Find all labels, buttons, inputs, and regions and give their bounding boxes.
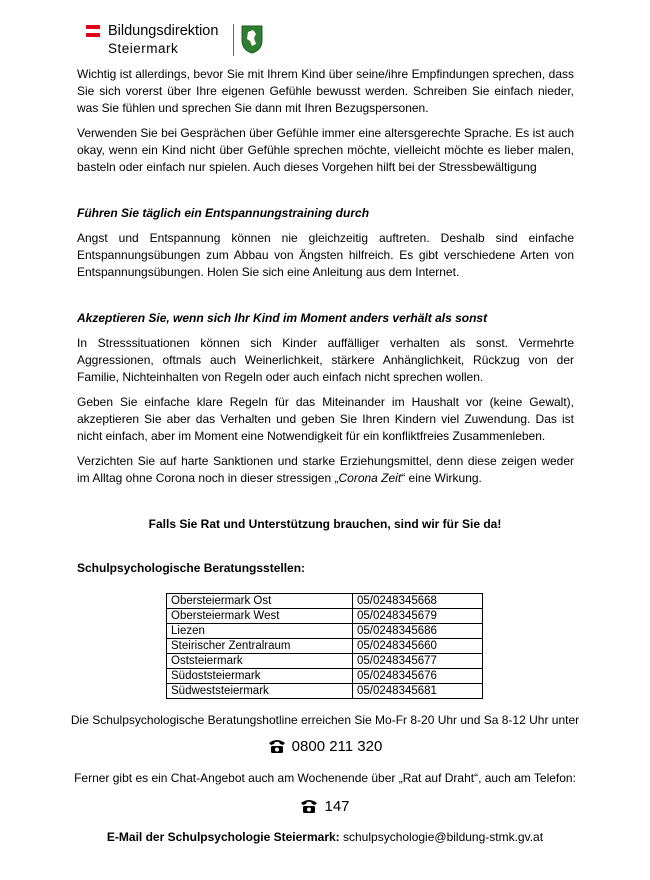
stelle-phone: 05/0248345686 [353, 624, 483, 639]
paragraph-language: Verwenden Sie bei Gesprächen über Gefühle immer eine altersgerechte Sprache. Es ist auch okay, wenn ein Kind nicht über Gefühle sprechen möchte, vielleicht möchte es lieber malen, basteln oder einfach nur spielen. Auch dieses Vorgehen hilft bei der Stressbewältigung [77, 126, 574, 174]
telephone-icon [300, 798, 318, 813]
stellen-heading: Schulpsychologische Beratungsstellen: [77, 561, 306, 575]
stelle-phone: 05/0248345668 [353, 594, 483, 609]
telephone-icon [268, 738, 286, 753]
help-line: Falls Sie Rat und Unterstützung brauchen, sind wir für Sie da! [148, 517, 502, 531]
table-row [167, 609, 483, 624]
table-row [167, 639, 483, 654]
stelle-name: Obersteiermark Ost [167, 594, 353, 609]
hotline-number[interactable]: 0800 211 320 [291, 738, 383, 755]
table-row [167, 654, 483, 669]
org-region: Steiermark [108, 41, 179, 56]
heading-relaxation: Führen Sie täglich ein Entspannungstraining durch [77, 206, 370, 220]
paragraph-feelings: Wichtig ist allerdings, bevor Sie mit Ihrem Kind über seine/ihre Empfindungen sprechen, dass Sie sich vorerst über Ihre eigenen Gefühle bewusst werden. Schreiben Sie einfach nieder, was Sie fühlen und sprechen Sie dann mit Ihren Bezugspersonen. [77, 67, 574, 115]
table-row [167, 624, 483, 639]
paragraph-sanctions: Verzichten Sie auf harte Sanktionen und starke Erziehungsmittel, denn diese zeigen weder im Alltag ohne Corona noch in dieser stressigen „Corona Zeit“ eine Wirkung. [77, 454, 574, 485]
stelle-phone: 05/0248345676 [353, 669, 483, 684]
stelle-name: Steirischer Zentralraum [167, 639, 353, 654]
paragraph-relaxation: Angst und Entspannung können nie gleichzeitig auftreten. Deshalb sind einfache Entspannungsübungen zum Abbau von Ängsten hilfreich. Es gibt verschiedene Arten von Entspannungsübungen. Holen Sie sich eine Anleitung aus dem Internet. [77, 231, 574, 279]
org-name: Bildungsdirektion [108, 23, 219, 39]
table-row [167, 594, 483, 609]
email-address[interactable]: schulpsychologie@bildung-stmk.gv.at [343, 830, 544, 844]
letterhead [86, 22, 286, 58]
stelle-phone: 05/0248345677 [353, 654, 483, 669]
stelle-phone: 05/0248345681 [353, 684, 483, 699]
stelle-phone: 05/0248345679 [353, 609, 483, 624]
hotline-text: Die Schulpsychologische Beratungshotline erreichen Sie Mo-Fr 8-20 Uhr und Sa 8-12 Uhr unter [70, 713, 580, 727]
chat-number[interactable]: 147 [324, 798, 350, 815]
beratungsstellen-table [166, 593, 483, 699]
header-divider [233, 24, 234, 56]
email-label: E-Mail der Schulpsychologie Steiermark: [106, 830, 340, 844]
paragraph-rules: Geben Sie einfache klare Regeln für das Miteinander im Haushalt vor (keine Gewalt), akzeptieren Sie aber das Verhalten und geben Sie Ihren Kindern viel Zuwendung. Das ist nicht einfach, aber im Moment eine Notwendigkeit für ein konfliktfreies Zusammenleben. [77, 395, 574, 443]
austria-flag-icon [86, 25, 100, 37]
stelle-name: Liezen [167, 624, 353, 639]
paragraph-stress: In Stresssituationen können sich Kinder auffälliger verhalten als sonst. Vermehrte Aggressionen, oftmals auch Weinerlichkeit, stärkere Anhänglichkeit, Rückzug von der Familie, Nichteinhalten von Regeln oder auch einfach nicht sprechen wollen. [77, 336, 574, 384]
stelle-name: Südweststeiermark [167, 684, 353, 699]
email-line [0, 830, 650, 844]
hotline-phone [0, 738, 650, 755]
stelle-name: Südoststeiermark [167, 669, 353, 684]
chat-phone [0, 798, 650, 815]
steiermark-crest-icon [241, 24, 263, 54]
chat-text: Ferner gibt es ein Chat-Angebot auch am Wochenende über „Rat auf Draht“, auch am Telefon: [74, 771, 576, 785]
stelle-phone: 05/0248345660 [353, 639, 483, 654]
stelle-name: Oststeiermark [167, 654, 353, 669]
table-row [167, 684, 483, 699]
stelle-name: Obersteiermark West [167, 609, 353, 624]
table-row [167, 669, 483, 684]
heading-behaviour: Akzeptieren Sie, wenn sich Ihr Kind im Moment anders verhält als sonst [77, 311, 488, 325]
